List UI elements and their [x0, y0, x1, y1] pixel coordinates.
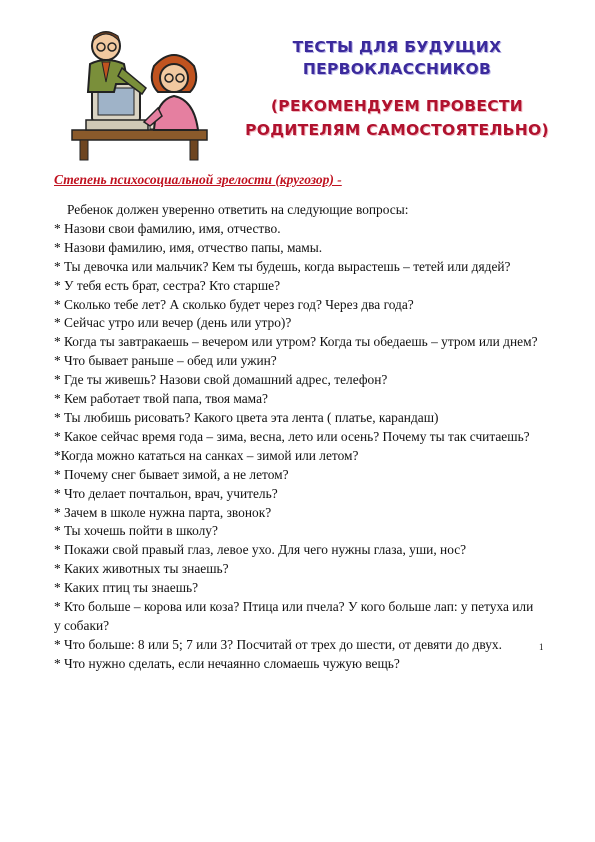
subtitle-line-1: (РЕКОМЕНДУЕМ ПРОВЕСТИ	[270, 97, 524, 115]
question-item: * Что бывает раньше – обед или ужин?	[54, 353, 277, 369]
question-item: * Что больше: 8 или 5; 7 или 3? Посчитай от трех до шести, от девяти до двух.	[54, 636, 502, 652]
question-item: * Какое сейчас время года – зима, весна, лето или осень? Почему ты так считаешь?	[54, 428, 530, 444]
question-item: * Что делает почтальон, врач, учитель?	[54, 485, 278, 501]
subtitle-line-2: РОДИТЕЛЯМ САМОСТОЯТЕЛЬНО)	[245, 121, 549, 139]
question-item: * Каких птиц ты знаешь?	[54, 580, 199, 596]
question-item: * Кем работает твой папа, твоя мама?	[54, 391, 268, 407]
title-spacer	[232, 80, 562, 94]
question-item: * Сейчас утро или вечер (день или утро)?	[54, 315, 292, 331]
question-item: * Кто больше – корова или коза? Птица или пчела? У кого больше лап: у петуха или у собаки?	[54, 599, 534, 633]
question-item: * У тебя есть брат, сестра? Кто старше?	[54, 277, 281, 293]
question-item: * Каких животных ты знаешь?	[54, 561, 229, 577]
question-item: * Когда ты завтракаешь – вечером или утром? Когда ты обедаешь – утром или днем?	[54, 334, 538, 350]
question-item: * Почему снег бывает зимой, а не летом?	[54, 466, 289, 482]
question-item: * Ты хочешь пойти в школу?	[54, 523, 218, 539]
title-line-1: ТЕСТЫ ДЛЯ БУДУЩИХ	[292, 38, 502, 56]
questions-list	[54, 220, 540, 674]
question-item: * Покажи свой правый глаз, левое ухо. Для чего нужны глаза, уши, нос?	[54, 542, 467, 558]
title-block	[232, 36, 562, 142]
question-item: *Когда можно кататься на санках – зимой или летом?	[54, 447, 359, 463]
question-item: * Где ты живешь? Назови свой домашний адрес, телефон?	[54, 372, 388, 388]
page-marker: 1	[539, 642, 544, 652]
question-item: * Что нужно сделать, если нечаянно сломаешь чужую вещь?	[54, 655, 400, 671]
section-heading: Степень психосоциальной зрелости (кругозор) -	[54, 172, 342, 187]
title-line-2: ПЕРВОКЛАССНИКОВ	[302, 60, 492, 78]
illustration-graphic	[62, 22, 212, 162]
intro-text: Ребенок должен уверенно ответить на следующие вопросы:	[67, 202, 409, 217]
question-item: * Ты девочка или мальчик? Кем ты будешь, когда вырастешь – тетей или дядей?	[54, 258, 511, 274]
question-item: * Назови фамилию, имя, отчество папы, мамы.	[54, 239, 323, 255]
question-item: * Сколько тебе лет? А сколько будет через год? Через два года?	[54, 296, 414, 312]
question-item: * Назови свои фамилию, имя, отчество.	[54, 220, 281, 236]
questions-body	[54, 201, 540, 674]
question-item: * Ты любишь рисовать? Какого цвета эта лента ( платье, карандаш)	[54, 409, 439, 425]
parents-at-computer-illustration	[62, 22, 212, 162]
question-item: * Зачем в школе нужна парта, звонок?	[54, 504, 272, 520]
